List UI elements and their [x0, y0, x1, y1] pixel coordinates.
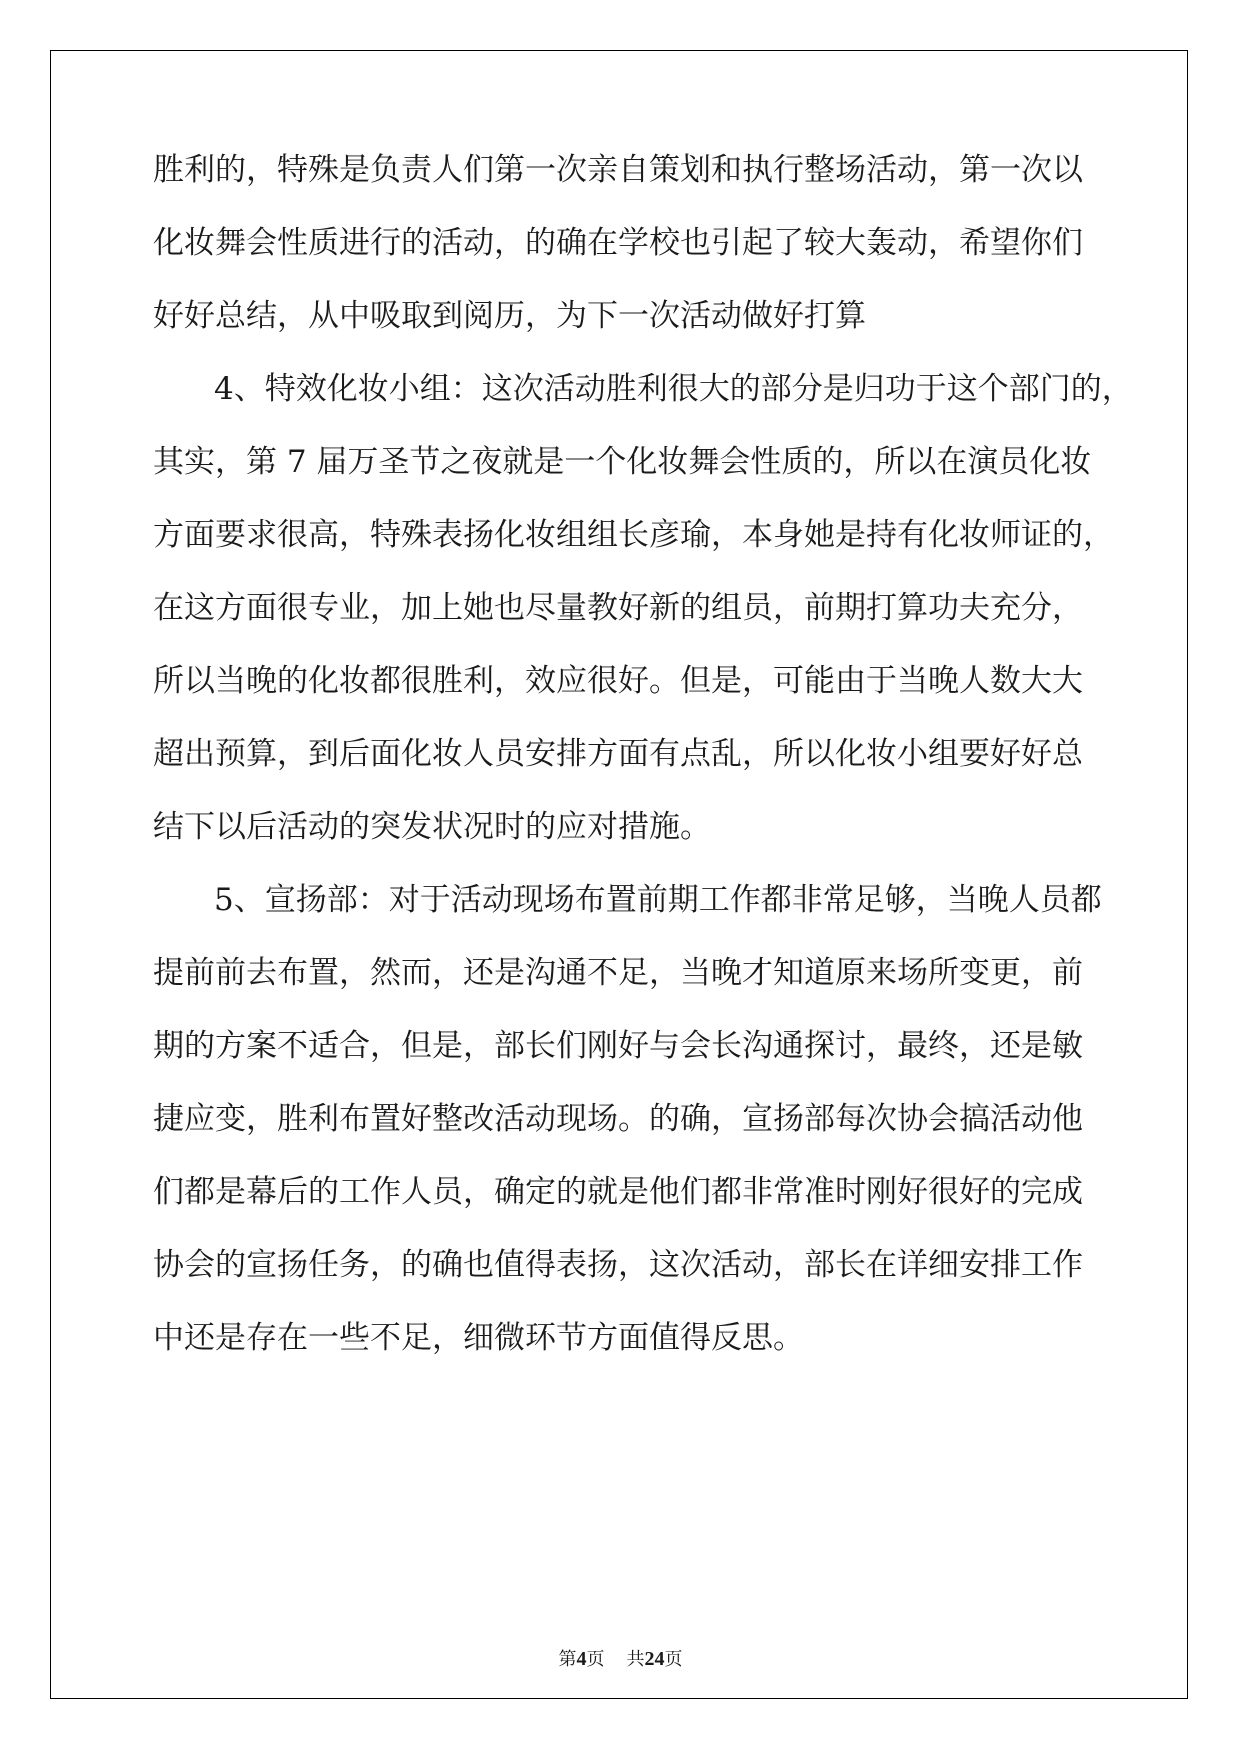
current-page-number: 4	[576, 1648, 587, 1670]
text-line: 捷应变，胜利布置好整改活动现场。的确，宣扬部每次协会搞活动他	[153, 1101, 1083, 1137]
text-line: 化妆舞会性质进行的活动，的确在学校也引起了较大轰动，希望你们	[153, 225, 1083, 261]
page-number-footer	[0, 1645, 1241, 1671]
text-line: 所以当晚的化妆都很胜利，效应很好。但是，可能由于当晚人数大大	[153, 663, 1083, 699]
text-line: 好好总结，从中吸取到阅历，为下一次活动做好打算	[153, 298, 866, 334]
text-line: 们都是幕后的工作人员，确定的就是他们都非常准时刚好很好的完成	[153, 1174, 1083, 1210]
text-line: 中还是存在一些不足，细微环节方面值得反思。	[153, 1320, 804, 1356]
text-line: 期的方案不适合，但是，部长们刚好与会长沟通探讨，最终，还是敏	[153, 1028, 1083, 1064]
text-line: 提前前去布置，然而，还是沟通不足，当晚才知道原来场所变更，前	[153, 955, 1083, 991]
text-line: 协会的宣扬任务，的确也值得表扬，这次活动，部长在详细安排工作	[153, 1247, 1083, 1283]
paragraph-4-start: 4、特效化妆小组：这次活动胜利很大的部分是归功于这个部门的，	[214, 371, 1133, 407]
footer-page-unit: 页	[586, 1649, 605, 1670]
text-line: 其实，第 7 届万圣节之夜就是一个化妆舞会性质的，所以在演员化妆	[153, 444, 1092, 480]
text-line: 在这方面很专业，加上她也尽量教好新的组员，前期打算功夫充分，	[153, 590, 1083, 626]
text-line: 胜利的，特殊是负责人们第一次亲自策划和执行整场活动，第一次以	[153, 152, 1083, 188]
text-line: 超出预算，到后面化妆人员安排方面有点乱，所以化妆小组要好好总	[153, 736, 1083, 772]
paragraph-5-start: 5、宣扬部：对于活动现场布置前期工作都非常足够，当晚人员都	[214, 882, 1102, 918]
footer-prefix: 第	[558, 1649, 577, 1670]
text-line: 结下以后活动的突发状况时的应对措施。	[153, 809, 711, 845]
total-page-count: 24	[644, 1648, 665, 1670]
text-line: 方面要求很高，特殊表扬化妆组组长彦瑜，本身她是持有化妆师证的，	[153, 517, 1114, 553]
footer-total-prefix: 共	[626, 1649, 645, 1670]
footer-total-unit: 页	[664, 1649, 683, 1670]
